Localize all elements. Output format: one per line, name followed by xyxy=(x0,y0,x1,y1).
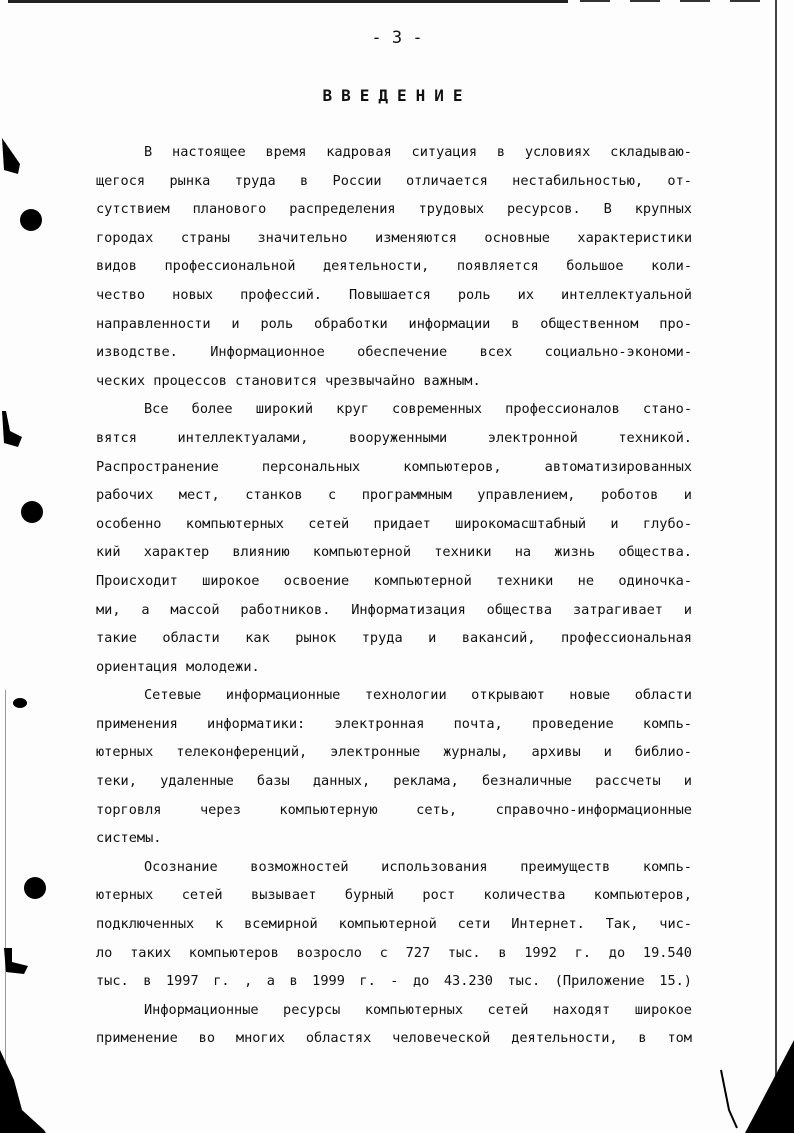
text-line: ло таких компьютеров возросло с 727 тыс. в 1992 г. до 19.540 xyxy=(96,944,692,961)
text-line: кий характер влиянию компьютерной техники на жизнь общества. xyxy=(96,544,692,561)
text-line: ориентация молодежи. xyxy=(96,658,260,675)
scan-top-edge-dash xyxy=(630,0,660,2)
text-line: сутствием планового распределения трудовых ресурсов. В крупных xyxy=(96,201,692,218)
scan-top-edge xyxy=(8,0,568,3)
scan-top-edge-dash xyxy=(730,0,760,2)
text-line: Информационные ресурсы компьютерных сетей находят широкое xyxy=(144,1001,692,1018)
text-line: Распространение персональных компьютеров, автоматизированных xyxy=(96,458,692,475)
text-line: тыс. в 1997 г. , а в 1999 г. - до 43.230 тыс. (Приложение 15.) xyxy=(96,973,692,990)
text-line: применение во многих областях человеческой деятельности, в том xyxy=(96,1030,692,1047)
punch-hole-mark xyxy=(20,209,42,231)
text-line: ми, а массой работников. Информатизация общества затрагивает и xyxy=(96,601,692,618)
text-line: ческих процессов становится чрезвычайно важным. xyxy=(96,372,481,389)
text-line: особенно компьютерных сетей придает широкомасштабный и глубо- xyxy=(96,515,692,532)
page-title: ВВЕДЕНИЕ xyxy=(322,86,472,105)
scan-top-edge-dash xyxy=(680,0,710,2)
text-line: Происходит широкое освоение компьютерной техники не одиночка- xyxy=(96,572,692,589)
punch-hole-mark xyxy=(21,501,43,523)
text-line: ютерных телеконференций, электронные журналы, архивы и библио- xyxy=(96,744,692,761)
text-line: В настоящее время кадровая ситуация в условиях складываю- xyxy=(144,144,692,160)
text-line: торговля через компьютерную сеть, справочно-информационные xyxy=(96,801,692,818)
binding-mark xyxy=(0,944,34,984)
binding-mark xyxy=(0,405,30,455)
text-line: вятся интеллектуалами, вооруженными электронной техникой. xyxy=(96,429,692,446)
text-line: рабочих мест, станков с программным управлением, роботов и xyxy=(96,487,692,504)
text-line: направленности и роль обработки информации в общественном про- xyxy=(96,315,692,332)
binding-mark xyxy=(10,693,34,713)
text-line: применения информатики: электронная почта, проведение компь- xyxy=(96,715,692,732)
scan-top-edge-dash xyxy=(580,0,610,2)
page-number: - 3 - xyxy=(371,28,423,48)
text-line: теки, удаленные базы данных, реклама, безналичные рассчеты и xyxy=(96,773,692,790)
text-line: системы. xyxy=(96,830,162,847)
text-line: чество новых профессий. Повышается роль их интеллектуальной xyxy=(96,286,692,303)
text-line: Сетевые информационные технологии открывают новые области xyxy=(144,687,692,704)
scan-shadow-mark xyxy=(0,1050,50,1133)
body-text xyxy=(96,138,692,1053)
text-line: видов профессиональной деятельности, появляется большое коли- xyxy=(96,258,692,275)
text-line: городах страны значительно изменяются основные характеристики xyxy=(96,229,692,246)
scan-right-edge xyxy=(775,0,777,1133)
text-line: изводстве. Информационное обеспечение всех социально-экономи- xyxy=(96,344,692,361)
text-line: щегося рынка труда в России отличается нестабильностью, от- xyxy=(96,172,692,189)
binding-mark xyxy=(0,130,30,180)
punch-hole-mark xyxy=(24,877,46,899)
text-line: Все более широкий круг современных профессионалов стано- xyxy=(144,401,692,418)
text-line: такие области как рынок труда и вакансий, профессиональная xyxy=(96,630,692,647)
text-line: ютерных сетей вызывает бурный рост количества компьютеров, xyxy=(96,887,692,904)
corner-fold-mark xyxy=(715,1040,794,1133)
text-line: подключенных к всемирной компьютерной сети Интернет. Так, чис- xyxy=(96,916,692,933)
text-line: Осознание возможностей использования преимуществ компь- xyxy=(144,858,692,875)
